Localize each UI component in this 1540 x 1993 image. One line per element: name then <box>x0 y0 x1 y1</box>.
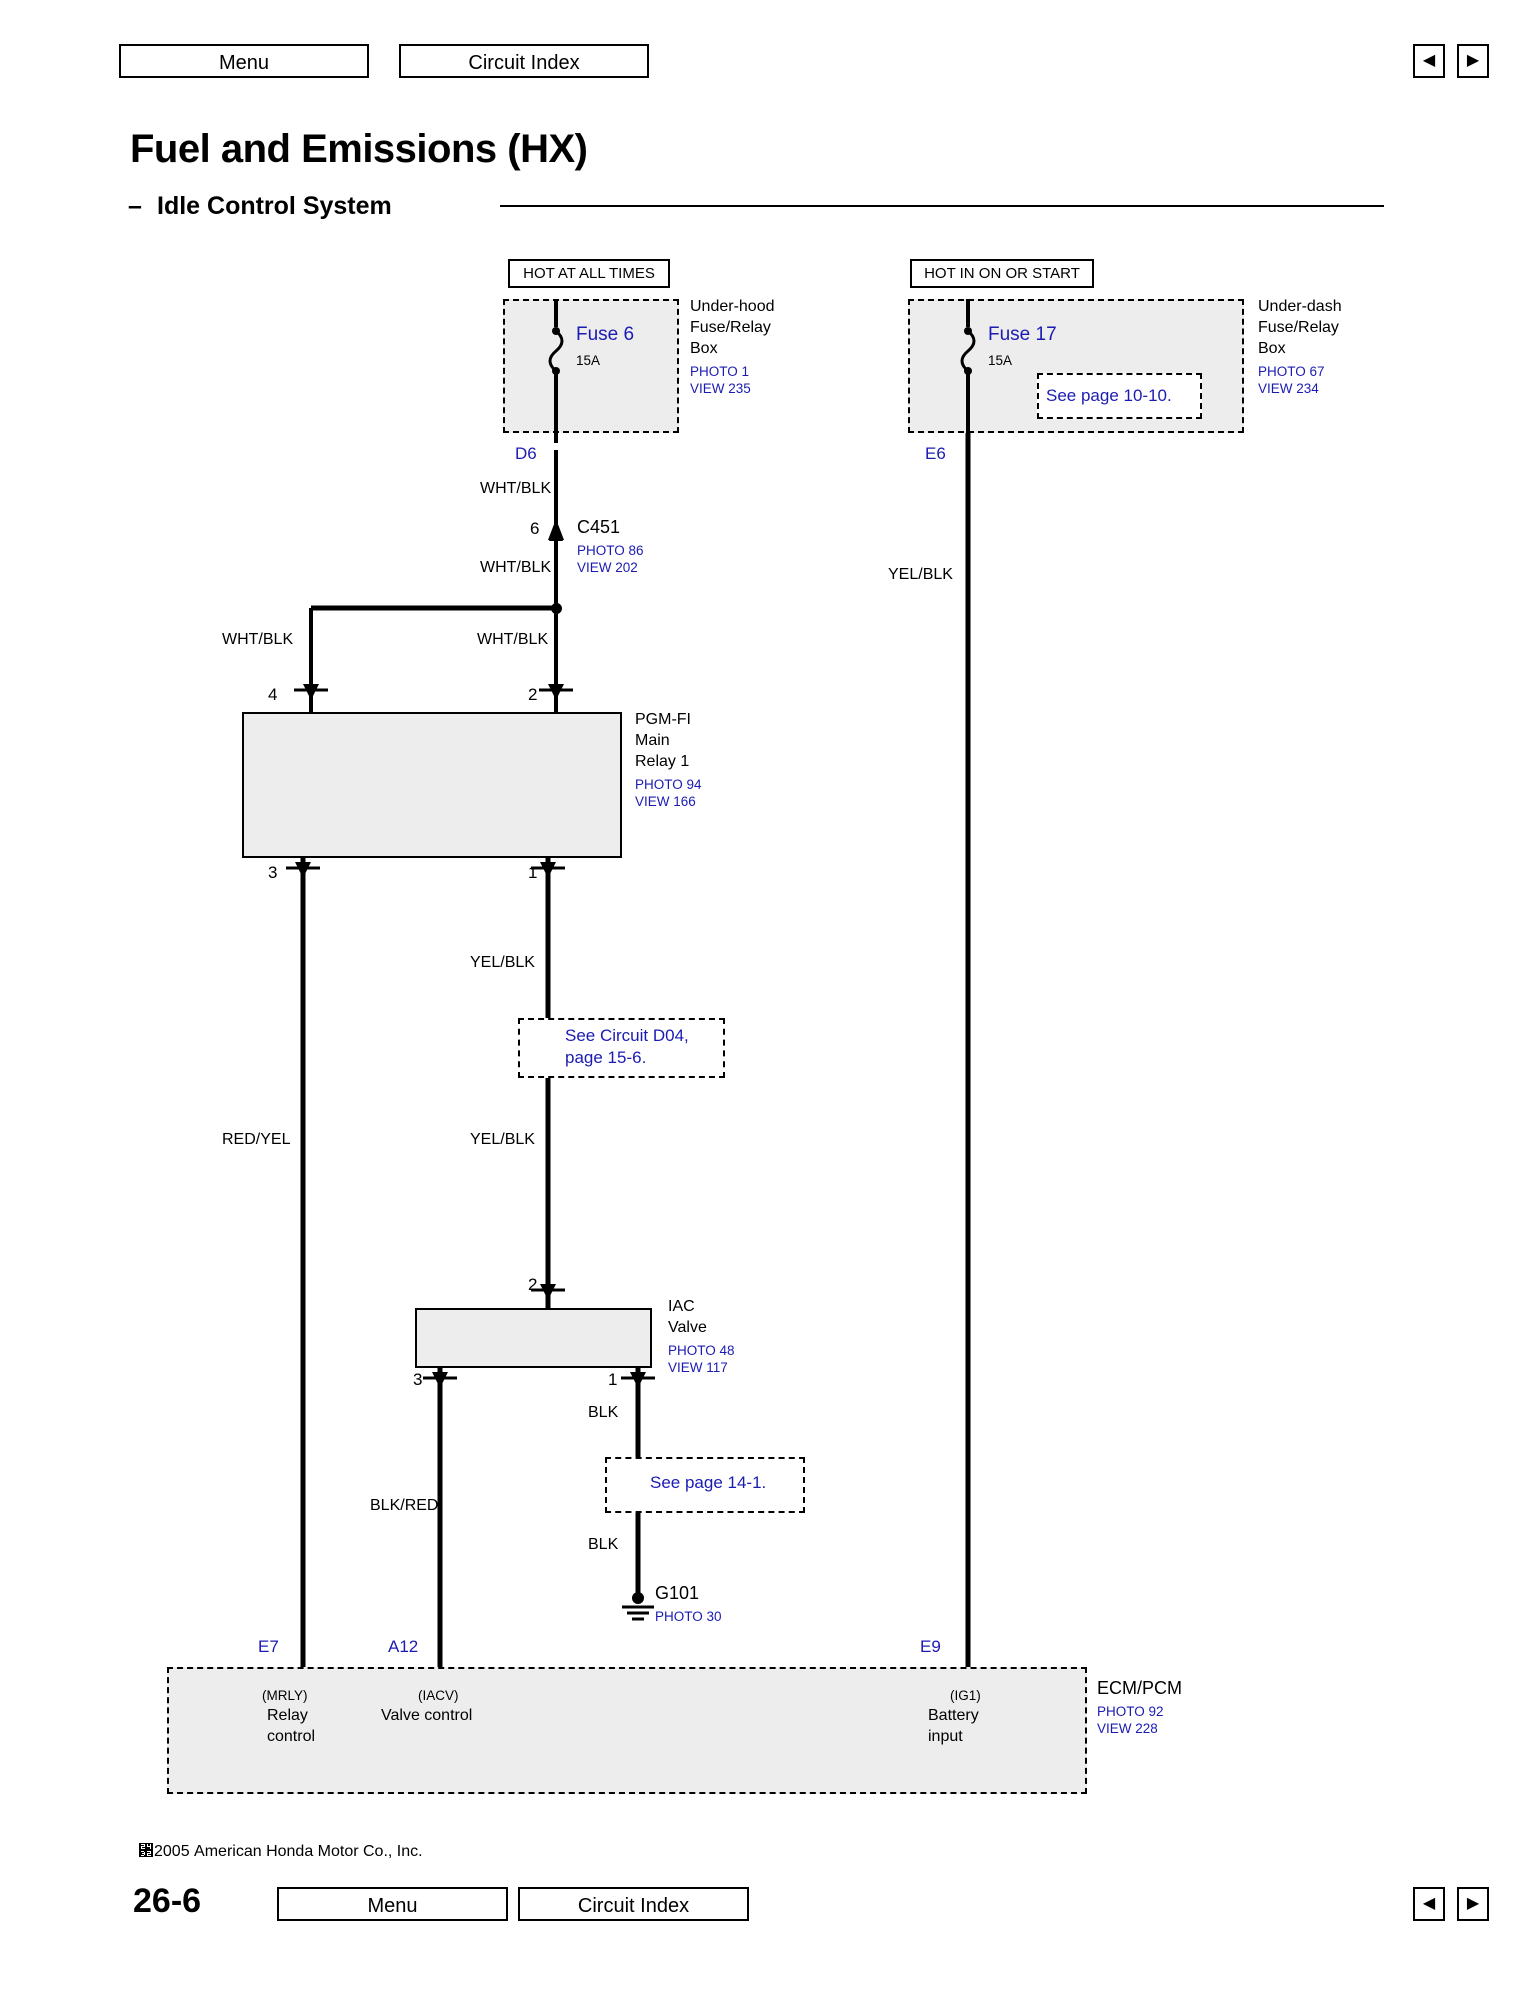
wire-label-blk-1: BLK <box>588 1404 619 1421</box>
relay-pin-3: 3 <box>268 863 278 882</box>
splice-dot <box>551 603 562 614</box>
ground-g101-photo-ref[interactable]: PHOTO 30 <box>655 1609 722 1624</box>
ecm-terminal-a12-id: A12 <box>388 1637 419 1656</box>
under-hood-box-name-line2: Fuse/Relay <box>690 319 771 336</box>
relay-name-line3: Relay 1 <box>635 753 690 770</box>
see-page-14-1-label[interactable]: See page 14-1. <box>650 1473 767 1492</box>
ecm-terminal-a12-label1: Valve control <box>381 1707 473 1724</box>
prev-page-arrow-top[interactable]: ◀ <box>1413 44 1445 78</box>
terminal-e6: E6 <box>925 444 946 463</box>
ground-g101-label: G101 <box>655 1583 700 1603</box>
iac-name-line2: Valve <box>668 1319 707 1336</box>
subtitle-dash: – <box>128 192 142 220</box>
fuse6-name: Fuse 6 <box>576 324 635 345</box>
relay-pin-2: 2 <box>528 685 538 704</box>
iac-name-line1: IAC <box>668 1298 695 1315</box>
ecm-name: ECM/PCM <box>1097 1678 1182 1698</box>
c451-name: C451 <box>577 517 621 537</box>
see-circuit-d04-line1[interactable]: See Circuit D04, <box>565 1026 689 1045</box>
ecm-terminal-e9-label2: input <box>928 1728 963 1745</box>
wire-label-wht-blk-2: WHT/BLK <box>480 559 552 576</box>
iac-view-ref[interactable]: VIEW 117 <box>668 1360 728 1375</box>
wire-label-yel-blk-mid1: YEL/BLK <box>470 954 535 971</box>
ecm-terminal-e7-label2: control <box>267 1728 316 1745</box>
relay-name-line2: Main <box>635 732 670 749</box>
wire-label-blk-2: BLK <box>588 1536 619 1553</box>
circuit-index-button-bottom[interactable]: Circuit Index <box>518 1887 749 1921</box>
relay-pin-1: 1 <box>528 863 538 882</box>
hot-in-on-or-start-label: HOT IN ON OR START <box>910 259 1094 288</box>
terminal-d6: D6 <box>515 444 537 463</box>
ecm-terminal-e7-label1: Relay <box>267 1707 308 1724</box>
ecm-terminal-e7-id: E7 <box>258 1637 279 1656</box>
ecm-photo-ref[interactable]: PHOTO 92 <box>1097 1704 1164 1719</box>
see-page-10-10-label[interactable]: See page 10-10. <box>1046 386 1172 405</box>
iac-valve-box <box>415 1308 652 1368</box>
pgm-fi-main-relay-box <box>242 712 622 858</box>
next-page-arrow-top[interactable]: ▶ <box>1457 44 1489 78</box>
fuse17-rating: 15A <box>988 353 1013 368</box>
relay-photo-ref[interactable]: PHOTO 94 <box>635 777 702 792</box>
iac-pin-2: 2 <box>528 1275 538 1294</box>
see-circuit-d04-line2[interactable]: page 15-6. <box>565 1048 647 1067</box>
wire-label-wht-blk-4: WHT/BLK <box>477 631 549 648</box>
ecm-terminal-e9-code: (IG1) <box>950 1688 981 1703</box>
under-hood-box-name-line1: Under-hood <box>690 298 775 315</box>
menu-button-top[interactable]: Menu <box>119 44 369 78</box>
c451-pin: 6 <box>530 519 540 538</box>
under-hood-photo-ref[interactable]: PHOTO 1 <box>690 364 750 379</box>
circuit-index-button-top[interactable]: Circuit Index <box>399 44 649 78</box>
under-dash-view-ref[interactable]: VIEW 234 <box>1258 381 1319 396</box>
under-dash-box-name-line2: Fuse/Relay <box>1258 319 1339 336</box>
ecm-view-ref[interactable]: VIEW 228 <box>1097 1721 1158 1736</box>
c451-photo-ref[interactable]: PHOTO 86 <box>577 543 644 558</box>
ecm-terminal-e9-label1: Battery <box>928 1707 979 1724</box>
subtitle: Idle Control System <box>157 192 392 220</box>
fuse6-rating: 15A <box>576 353 601 368</box>
under-hood-box-name-line3: Box <box>690 340 718 357</box>
under-dash-box-name-line3: Box <box>1258 340 1286 357</box>
iac-pin-3: 3 <box>413 1370 423 1389</box>
wire-label-wht-blk-3: WHT/BLK <box>222 631 294 648</box>
wire-label-blk-red: BLK/RED <box>370 1497 439 1514</box>
iac-pin-1: 1 <box>608 1370 618 1389</box>
iac-photo-ref[interactable]: PHOTO 48 <box>668 1343 735 1358</box>
under-hood-view-ref[interactable]: VIEW 235 <box>690 381 751 396</box>
wire-label-yel-blk-right: YEL/BLK <box>888 566 953 583</box>
under-dash-photo-ref[interactable]: PHOTO 67 <box>1258 364 1325 379</box>
ecm-terminal-e9-id: E9 <box>920 1637 941 1656</box>
wire-label-red-yel: RED/YEL <box>222 1131 291 1148</box>
relay-name-line1: PGM-FI <box>635 711 691 728</box>
ecm-terminal-a12-code: (IACV) <box>418 1688 459 1703</box>
c451-view-ref[interactable]: VIEW 202 <box>577 560 638 575</box>
copyright-notice: ␲2005 American Honda Motor Co., Inc. <box>138 1843 423 1860</box>
page-title: Fuel and Emissions (HX) <box>130 127 588 171</box>
under-dash-box-name-line1: Under-dash <box>1258 298 1342 315</box>
menu-button-bottom[interactable]: Menu <box>277 1887 508 1921</box>
prev-page-arrow-bottom[interactable]: ◀ <box>1413 1887 1445 1921</box>
wire-label-yel-blk-mid2: YEL/BLK <box>470 1131 535 1148</box>
subtitle-rule <box>500 205 1384 207</box>
next-page-arrow-bottom[interactable]: ▶ <box>1457 1887 1489 1921</box>
wire-label-wht-blk-1: WHT/BLK <box>480 480 552 497</box>
relay-pin-4: 4 <box>268 685 278 704</box>
page-number: 26-6 <box>133 1882 202 1920</box>
hot-at-all-times-label: HOT AT ALL TIMES <box>508 259 670 288</box>
ecm-terminal-e7-code: (MRLY) <box>262 1688 308 1703</box>
fuse17-name: Fuse 17 <box>988 324 1057 345</box>
relay-view-ref[interactable]: VIEW 166 <box>635 794 696 809</box>
